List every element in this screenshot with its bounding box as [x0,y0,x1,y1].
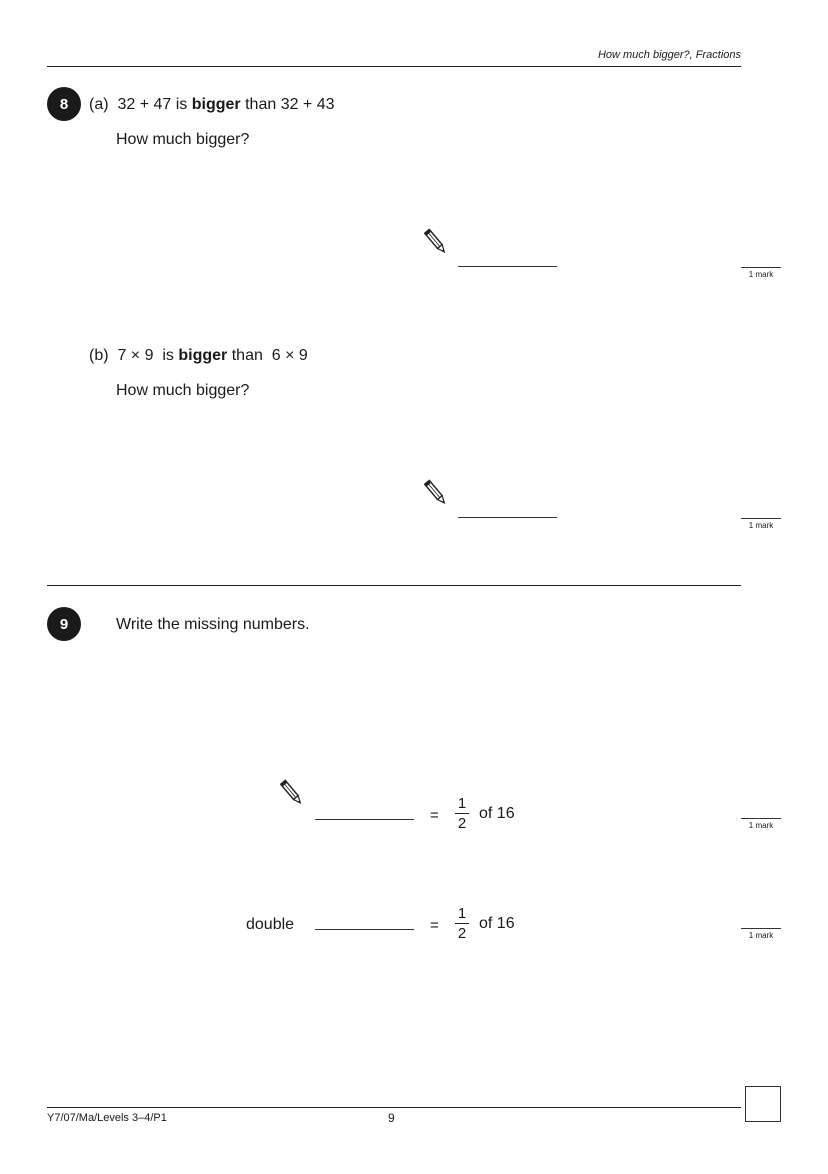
question-8-number: 8 [47,87,81,121]
q9-row2-mark-box [741,928,781,929]
q9-row2-equals: = [430,917,439,934]
q8b-question [89,347,308,365]
pencil-icon [424,477,448,509]
q8a-mark-label: 1 mark [748,270,774,279]
footer-rule [47,1107,741,1108]
q8b-than: than [231,347,263,364]
q9-row2-mark-label: 1 mark [748,931,774,940]
pencil-icon [280,777,304,809]
q9-row2-denominator: 2 [457,925,467,942]
q9-row2-fraction [455,906,469,941]
q8b-mark-box [741,518,781,519]
q8a-label: (a) [89,96,109,113]
q8b-mark-label: 1 mark [748,521,774,530]
header-rule [47,66,741,67]
q9-row1-numerator: 1 [457,795,467,812]
q9-row2-prefix: double [246,916,295,933]
question-divider [47,585,741,586]
q8a-than: than [245,96,277,113]
q8b-expr1: 7 × 9 [117,347,154,364]
q9-row1-fraction [455,796,469,831]
q8a-prompt: How much bigger? [116,131,250,148]
q9-row2-answer-line[interactable] [315,929,414,930]
header-title: How much bigger?, Fractions [597,49,741,61]
q9-row1-of: of 16 [479,805,515,822]
q8b-bigger: bigger [178,347,228,364]
q9-row1-equals: = [430,807,439,824]
q8a-expr2: 32 + 43 [280,96,335,113]
q8b-label: (b) [89,347,109,364]
q8a-question [89,96,335,114]
footer-code: Y7/07/Ma/Levels 3–4/P1 [47,1112,167,1124]
q9-row2-numerator: 1 [457,905,467,922]
q9-instruction: Write the missing numbers. [116,616,310,633]
q8a-answer-line[interactable] [458,266,557,267]
q8b-is: is [162,347,174,364]
question-9-number: 9 [47,607,81,641]
q9-row1-mark-label: 1 mark [748,821,774,830]
q9-row2-of: of 16 [479,915,515,932]
q8a-mark-box [741,267,781,268]
pencil-icon [424,226,448,258]
q9-row1-mark-box [741,818,781,819]
q8b-prompt: How much bigger? [116,382,250,399]
q8b-expr2: 6 × 9 [271,347,308,364]
q9-row1-answer-line[interactable] [315,819,414,820]
q8a-bigger: bigger [191,96,241,113]
total-mark-box [745,1086,781,1122]
q8b-answer-line[interactable] [458,517,557,518]
q8a-is: is [175,96,188,113]
page-number: 9 [388,1111,395,1125]
q8a-expr1: 32 + 47 [117,96,172,113]
q9-row1-denominator: 2 [457,815,467,832]
